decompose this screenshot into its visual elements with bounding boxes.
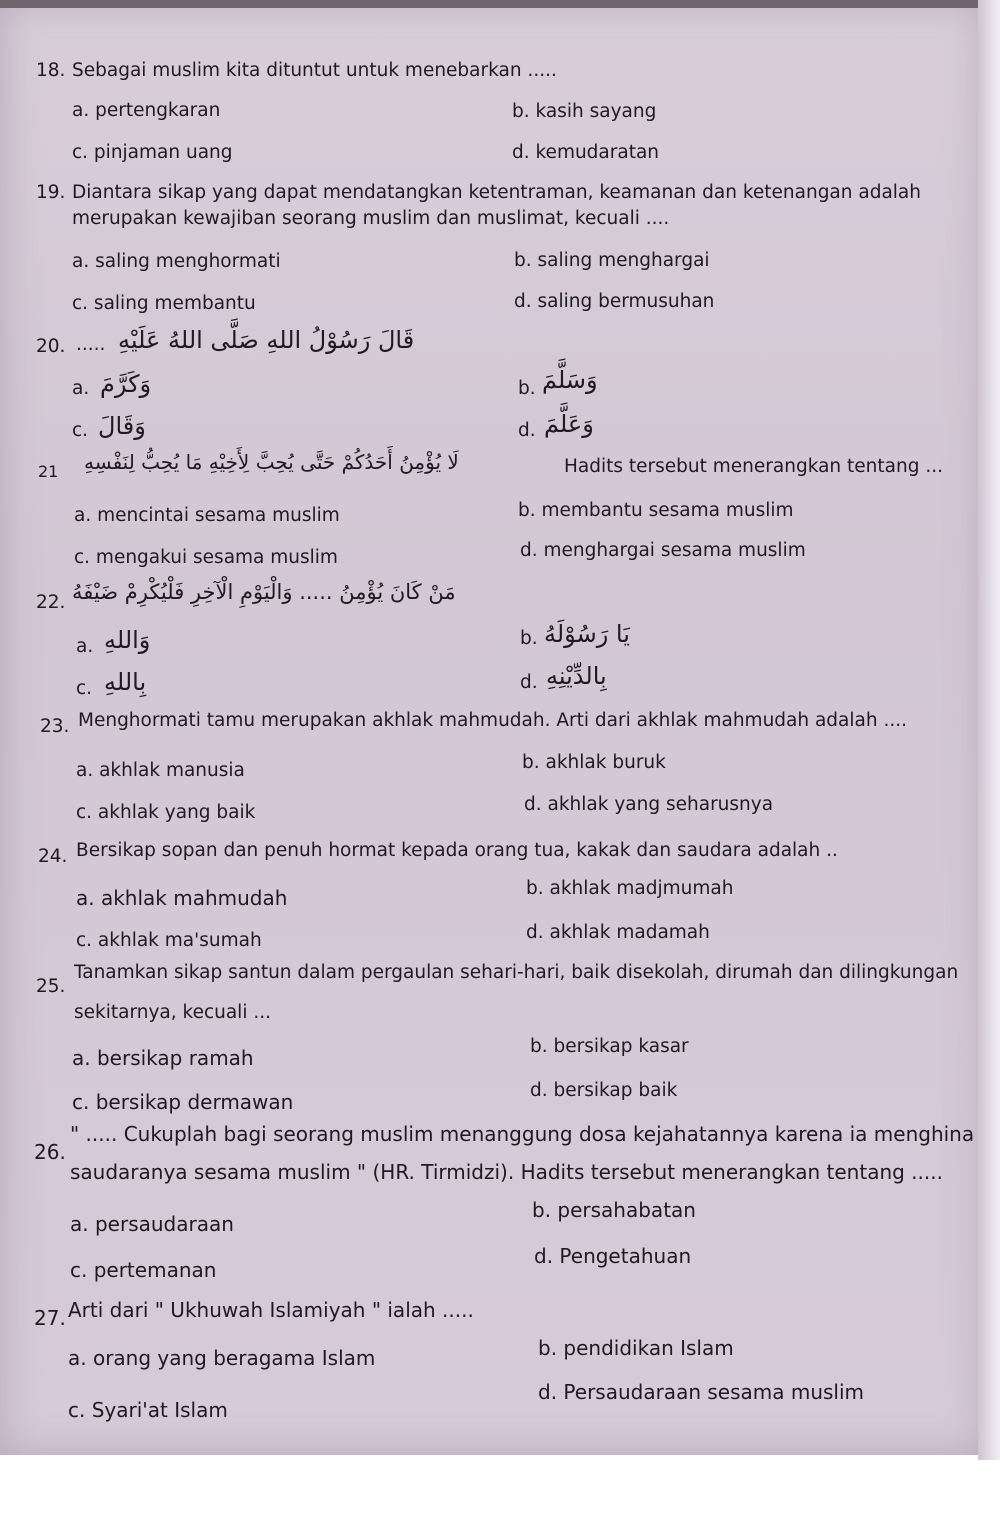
- q24-option-d: d. akhlak madamah: [526, 922, 710, 943]
- q22-arabic-hadith: مَنْ كَانَ يُؤْمِنُ ..... وَالْيَوْمِ الْآخِرِ فَلْيُكْرِمْ ضَيْفَهُ: [72, 580, 456, 604]
- q26-option-d: d. Pengetahuan: [534, 1244, 692, 1268]
- q21-option-d: d. menghargai sesama muslim: [520, 540, 806, 561]
- q25-line2: sekitarnya, kecuali ...: [74, 1002, 271, 1023]
- q20-option-b-arabic: وَسَلَّمَ: [542, 366, 598, 394]
- q19-line1: Diantara sikap yang dapat mendatangkan ketentraman, keamanan dan ketenangan adalah: [72, 182, 921, 203]
- q24-text: Bersikap sopan dan penuh hormat kepada orang tua, kakak dan saudara adalah ..: [76, 840, 838, 861]
- q27-option-a: a. orang yang beragama Islam: [68, 1346, 376, 1370]
- q22-option-b-arabic: يَا رَسُوْلَهُ: [544, 620, 630, 648]
- q21-text: Hadits tersebut menerangkan tentang ...: [564, 456, 943, 477]
- q24-option-c: c. akhlak ma'sumah: [76, 930, 262, 951]
- q25-option-c: c. bersikap dermawan: [72, 1090, 294, 1114]
- q22-option-b-label: b.: [520, 628, 538, 649]
- q21-option-a: a. mencintai sesama muslim: [74, 505, 340, 526]
- q20-arabic-text: قَالَ رَسُوْلُ اللهِ صَلَّى اللهُ عَلَيْهِ: [118, 326, 415, 354]
- q20-dots: .....: [76, 334, 106, 355]
- q23-option-d: d. akhlak yang seharusnya: [524, 794, 774, 815]
- q19-line2: merupakan kewajiban seorang muslim dan muslimat, kecuali ....: [72, 208, 670, 229]
- q22-option-c-label: c.: [76, 678, 93, 699]
- q21-arabic-hadith: لَا يُؤْمِنُ أَحَدُكُمْ حَتَّى يُحِبَّ لِأَخِيْهِ مَا يُحِبُّ لِنَفْسِهِ: [84, 450, 459, 474]
- q22-option-a-label: a.: [76, 636, 94, 657]
- q21-number: 21: [38, 462, 59, 481]
- q19-option-a: a. saling menghormati: [72, 251, 281, 272]
- q27-text: Arti dari " Ukhuwah Islamiyah " ialah .....: [68, 1298, 474, 1322]
- q20-option-a-arabic: وَكَرَّمَ: [100, 370, 152, 398]
- q19-option-c: c. saling membantu: [72, 293, 256, 314]
- q19-option-b: b. saling menghargai: [514, 250, 710, 271]
- q20-option-c-label: c.: [72, 420, 89, 441]
- q24-option-a: a. akhlak mahmudah: [76, 886, 288, 910]
- q20-option-d-arabic: وَعَلَّمَ: [544, 410, 594, 438]
- q20-number: 20.: [36, 336, 66, 357]
- q22-option-d-label: d.: [520, 672, 538, 693]
- q20-option-d-label: d.: [518, 420, 536, 441]
- q25-line1: Tanamkan sikap santun dalam pergaulan sehari-hari, baik disekolah, dirumah dan dilingkungan: [74, 962, 959, 983]
- q25-number: 25.: [36, 976, 66, 997]
- q26-option-a: a. persaudaraan: [70, 1212, 234, 1236]
- q19-option-d: d. saling bermusuhan: [514, 291, 715, 312]
- q19-number: 19.: [36, 182, 66, 203]
- q18-text: Sebagai muslim kita dituntut untuk menebarkan .....: [72, 60, 557, 81]
- q21-option-c: c. mengakui sesama muslim: [74, 547, 338, 568]
- q20-option-c-arabic: وَقَالَ: [98, 412, 146, 440]
- q21-option-b: b. membantu sesama muslim: [518, 500, 794, 521]
- q20-option-a-label: a.: [72, 378, 90, 399]
- q27-option-b: b. pendidikan Islam: [538, 1336, 734, 1360]
- q23-option-b: b. akhlak buruk: [522, 752, 666, 773]
- q26-number: 26.: [34, 1140, 66, 1164]
- q23-option-a: a. akhlak manusia: [76, 760, 245, 781]
- q27-option-c: c. Syari'at Islam: [68, 1398, 228, 1422]
- q23-number: 23.: [40, 716, 70, 737]
- q20-option-b-label: b.: [518, 378, 536, 399]
- q27-number: 27.: [34, 1306, 66, 1330]
- q26-line2: saudaranya sesama muslim " (HR. Tirmidzi). Hadits tersebut menerangkan tentang .....: [70, 1160, 943, 1184]
- q23-option-c: c. akhlak yang baik: [76, 802, 256, 823]
- scan-right-edge: [978, 0, 1000, 1460]
- q22-number: 22.: [36, 592, 66, 613]
- q25-option-a: a. bersikap ramah: [72, 1046, 254, 1070]
- q26-option-b: b. persahabatan: [532, 1198, 696, 1222]
- q26-line1: " ..... Cukuplah bagi seorang muslim menanggung dosa kejahatannya karena ia menghina: [70, 1122, 975, 1146]
- q24-number: 24.: [38, 846, 68, 867]
- q18-number: 18.: [36, 60, 66, 81]
- q18-option-c: c. pinjaman uang: [72, 142, 233, 163]
- scan-top-edge: [0, 0, 1000, 8]
- q23-text: Menghormati tamu merupakan akhlak mahmudah. Arti dari akhlak mahmudah adalah ....: [78, 710, 907, 731]
- q18-option-a: a. pertengkaran: [72, 100, 221, 121]
- q18-option-d: d. kemudaratan: [512, 142, 660, 163]
- q26-option-c: c. pertemanan: [70, 1258, 217, 1282]
- q22-option-a-arabic: وَاللهِ: [104, 626, 151, 654]
- q22-option-d-arabic: بِالدِّيْنِهِ: [546, 662, 607, 690]
- q18-option-b: b. kasih sayang: [512, 101, 657, 122]
- q25-option-d: d. bersikap baik: [530, 1080, 678, 1101]
- q25-option-b: b. bersikap kasar: [530, 1036, 689, 1057]
- q24-option-b: b. akhlak madjmumah: [526, 878, 734, 899]
- q27-option-d: d. Persaudaraan sesama muslim: [538, 1380, 865, 1404]
- q22-option-c-arabic: بِاللهِ: [104, 668, 147, 696]
